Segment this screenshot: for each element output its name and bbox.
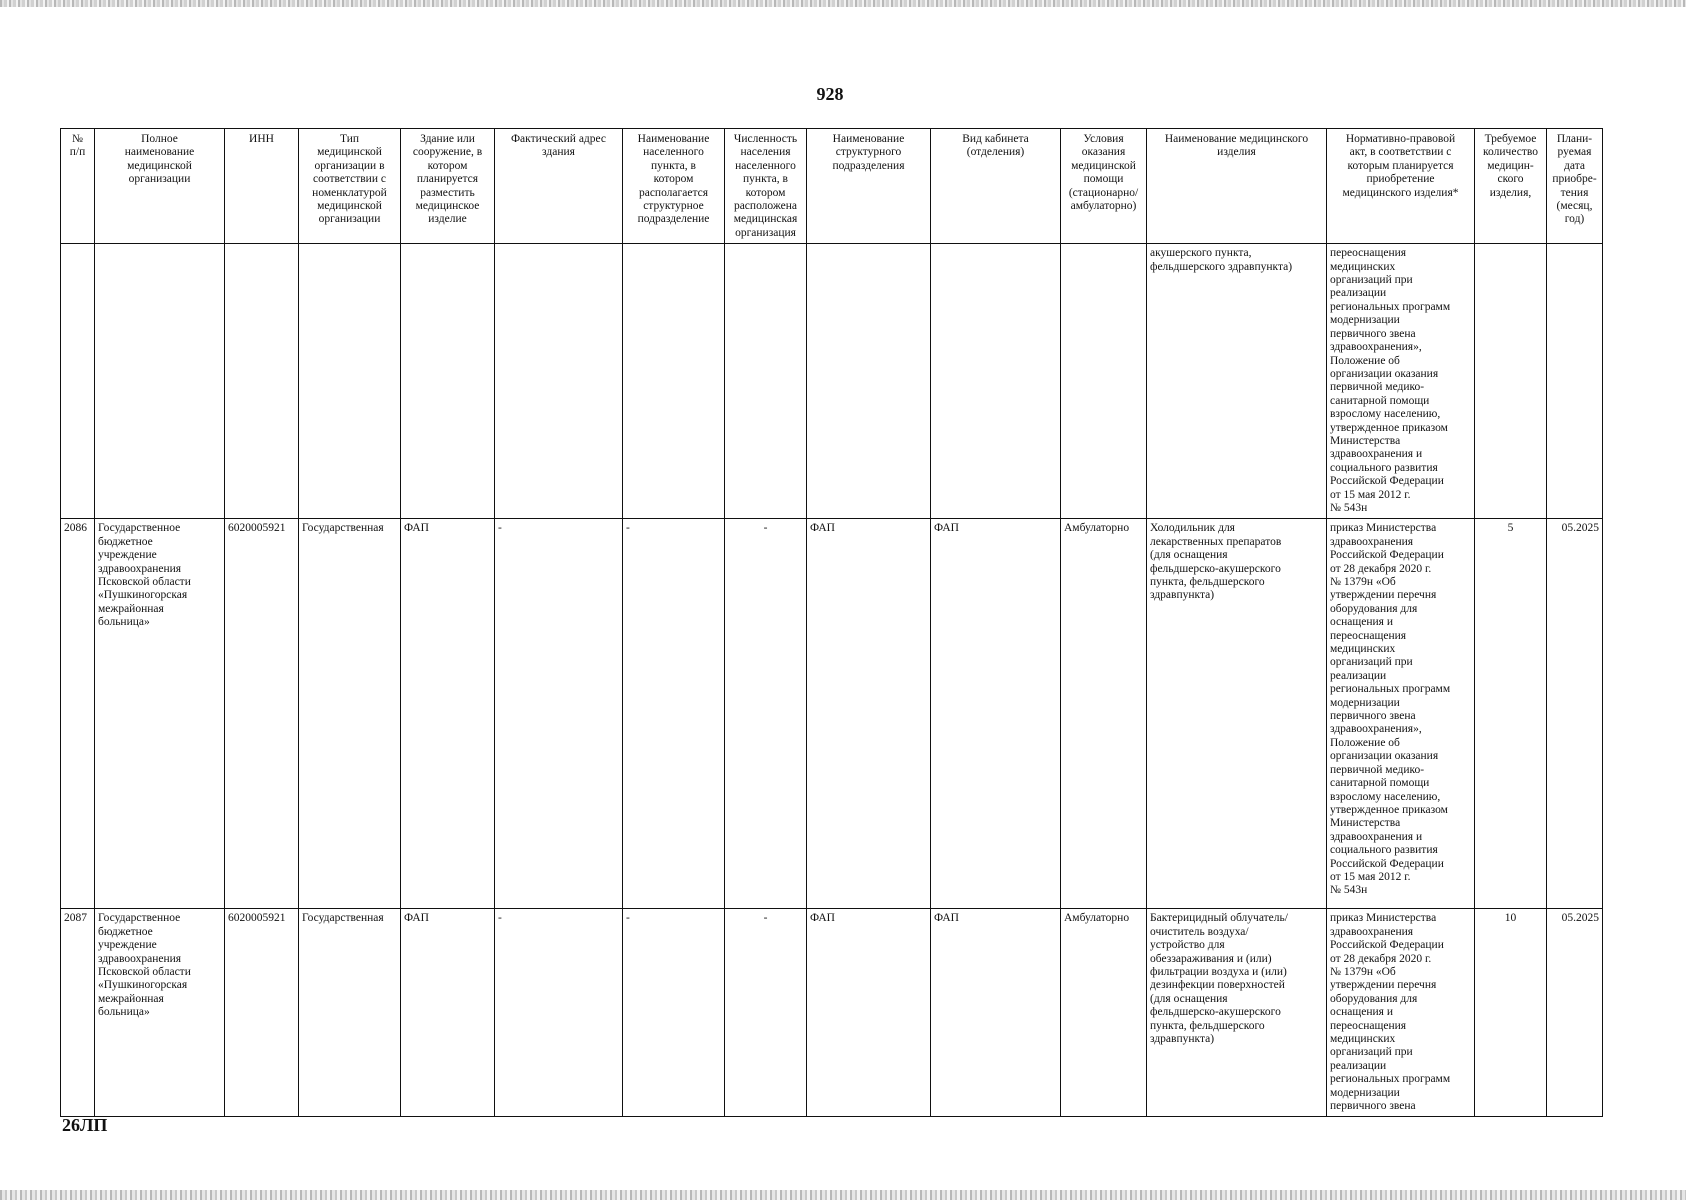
cell-device: Холодильник для лекарственных препаратов (для оснащения фельдшерско-акушерского пункта, фельдшерского здравпункта)	[1147, 519, 1327, 909]
table-row	[61, 909, 1603, 1117]
cell-empty	[61, 244, 95, 519]
cell-empty	[225, 244, 299, 519]
cell-quantity: 10	[1475, 909, 1547, 1117]
cell-date: 05.2025	[1547, 519, 1603, 909]
cell-empty	[1547, 244, 1603, 519]
cell-address: -	[495, 909, 623, 1117]
cell-empty	[623, 244, 725, 519]
col-header-cabinet: Вид кабинета (отделения)	[931, 129, 1061, 244]
cell-inn: 6020005921	[225, 909, 299, 1117]
page-number: 928	[816, 84, 844, 104]
cell-empty	[1475, 244, 1547, 519]
cell-device: акушерского пункта, фельдшерского здравпункта)	[1147, 244, 1327, 519]
col-header-locality: Наименование населенного пункта, в котором располагается структурное подразделение	[623, 129, 725, 244]
col-header-unit: Наименование структурного подразделения	[807, 129, 931, 244]
footer-code: 26ЛП	[62, 1115, 108, 1135]
cell-unit: ФАП	[807, 909, 931, 1117]
col-header-building: Здание или сооружение, в котором планируется разместить медицинское изделие	[401, 129, 495, 244]
cell-empty	[401, 244, 495, 519]
cell-inn: 6020005921	[225, 519, 299, 909]
scan-edge-top	[0, 0, 1686, 7]
cell-legal-act: приказ Министерства здравоохранения Российской Федерации от 28 декабря 2020 г. № 1379н «Об утверждении перечня оборудования для оснащения и переоснащения медицинских организаций при реализации региональных программ модернизации первичного звена здравоохранения», Положение об организации оказания первичной медико- санитарной помощи взрослому населению, утвержденное приказом Министерства здравоохранения и социального развития Российской Федерации от 15 мая 2012 г. № 543н	[1327, 519, 1475, 909]
table-row-continuation	[61, 244, 1603, 519]
cell-cabinet: ФАП	[931, 519, 1061, 909]
cell-empty	[807, 244, 931, 519]
cell-empty	[1061, 244, 1147, 519]
col-header-device: Наименование медицинского изделия	[1147, 129, 1327, 244]
col-header-number: № п/п	[61, 129, 95, 244]
cell-locality: -	[623, 909, 725, 1117]
cell-building: ФАП	[401, 519, 495, 909]
col-header-conditions: Условия оказания медицинской помощи (стационарно/ амбулаторно)	[1061, 129, 1147, 244]
col-header-address: Фактический адрес здания	[495, 129, 623, 244]
cell-device: Бактерицидный облучатель/ очиститель воздуха/ устройство для обеззараживания и (или) фильтрации воздуха и (или) дезинфекции поверхностей (для оснащения фельдшерско-акушерского пункта, фельдшерского здравпункта)	[1147, 909, 1327, 1117]
cell-organization: Государственное бюджетное учреждение здравоохранения Псковской области «Пушкиногорская межрайонная больница»	[95, 909, 225, 1117]
cell-population: -	[725, 519, 807, 909]
equipment-table	[60, 128, 1603, 1117]
cell-unit: ФАП	[807, 519, 931, 909]
cell-conditions: Амбулаторно	[1061, 909, 1147, 1117]
col-header-inn: ИНН	[225, 129, 299, 244]
cell-date: 05.2025	[1547, 909, 1603, 1117]
col-header-date: Плани- руемая дата приобре- тения (месяц, год)	[1547, 129, 1603, 244]
cell-organization: Государственное бюджетное учреждение здравоохранения Псковской области «Пушкиногорская межрайонная больница»	[95, 519, 225, 909]
cell-empty	[299, 244, 401, 519]
cell-quantity: 5	[1475, 519, 1547, 909]
cell-number: 2086	[61, 519, 95, 909]
col-header-quantity: Требуемое количество медицин- ского изделия,	[1475, 129, 1547, 244]
cell-org-type: Государственная	[299, 909, 401, 1117]
cell-org-type: Государственная	[299, 519, 401, 909]
col-header-population: Численность населения населенного пункта, в котором расположена медицинская организация	[725, 129, 807, 244]
cell-empty	[931, 244, 1061, 519]
cell-conditions: Амбулаторно	[1061, 519, 1147, 909]
scan-edge-bottom	[0, 1190, 1686, 1200]
cell-population: -	[725, 909, 807, 1117]
cell-empty	[495, 244, 623, 519]
table-header-row	[61, 129, 1603, 244]
cell-locality: -	[623, 519, 725, 909]
cell-cabinet: ФАП	[931, 909, 1061, 1117]
col-header-org-type: Тип медицинской организации в соответствии с номенклатурой медицинской организации	[299, 129, 401, 244]
table-row	[61, 519, 1603, 909]
cell-empty	[95, 244, 225, 519]
col-header-legal-act: Нормативно-правовой акт, в соответствии с которым планируется приобретение медицинского изделия*	[1327, 129, 1475, 244]
cell-address: -	[495, 519, 623, 909]
cell-legal-act: переоснащения медицинских организаций при реализации региональных программ модернизации первичного звена здравоохранения», Положение об организации оказания первичной медико- санитарной помощи взрослому населению, утвержденное приказом Министерства здравоохранения и социального развития Российской Федерации от 15 мая 2012 г. № 543н	[1327, 244, 1475, 519]
cell-building: ФАП	[401, 909, 495, 1117]
col-header-organization: Полное наименование медицинской организации	[95, 129, 225, 244]
cell-number: 2087	[61, 909, 95, 1117]
cell-empty	[725, 244, 807, 519]
cell-legal-act: приказ Министерства здравоохранения Российской Федерации от 28 декабря 2020 г. № 1379н «Об утверждении перечня оборудования для оснащения и переоснащения медицинских организаций при реализации региональных программ модернизации первичного звена	[1327, 909, 1475, 1117]
